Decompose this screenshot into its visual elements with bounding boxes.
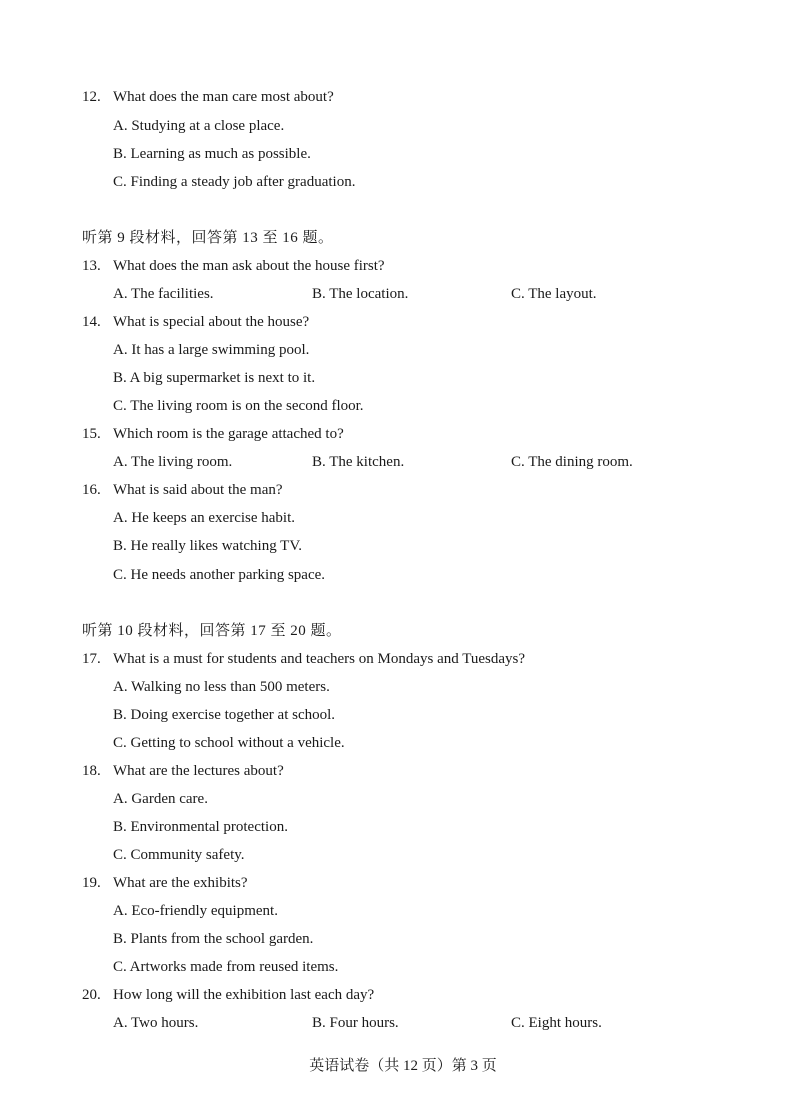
question-text: What does the man ask about the house first?	[113, 258, 385, 274]
question-18	[82, 762, 284, 780]
option-19-b: B. Plants from the school garden.	[113, 931, 314, 947]
option-16-a: A. He keeps an exercise habit.	[113, 510, 296, 526]
option-17-a: A. Walking no less than 500 meters.	[113, 679, 330, 695]
question-number: 15.	[82, 426, 101, 442]
option-18-a: A. Garden care.	[113, 791, 208, 807]
option-15-b: B. The kitchen.	[312, 454, 405, 470]
section-header-10: 听第 10 段材料，回答第 17 至 20 题。	[82, 623, 342, 639]
question-17	[82, 650, 525, 668]
option-14-a: A. It has a large swimming pool.	[113, 342, 310, 358]
question-number: 18.	[82, 763, 101, 779]
question-15	[82, 425, 344, 443]
option-19-c: C. Artworks made from reused items.	[113, 959, 339, 975]
question-16	[82, 481, 283, 499]
question-13	[82, 257, 385, 275]
question-text: How long will the exhibition last each day?	[113, 987, 375, 1003]
question-text: What is special about the house?	[113, 314, 310, 330]
option-16-c: C. He needs another parking space.	[113, 567, 326, 583]
option-20-b: B. Four hours.	[312, 1015, 399, 1031]
question-12	[82, 88, 334, 106]
question-text: What are the exhibits?	[113, 875, 248, 891]
option-13-a: A. The facilities.	[113, 286, 214, 302]
option-16-b: B. He really likes watching TV.	[113, 538, 302, 554]
page-footer: 英语试卷（共 12 页）第 3 页	[309, 1058, 497, 1074]
option-12-a: A. Studying at a close place.	[113, 118, 285, 134]
option-15-a: A. The living room.	[113, 454, 233, 470]
question-19	[82, 874, 248, 892]
option-17-b: B. Doing exercise together at school.	[113, 707, 336, 723]
question-number: 16.	[82, 482, 101, 498]
option-13-c: C. The layout.	[511, 286, 597, 302]
question-number: 17.	[82, 651, 101, 667]
option-18-c: C. Community safety.	[113, 847, 245, 863]
option-18-b: B. Environmental protection.	[113, 819, 288, 835]
option-19-a: A. Eco-friendly equipment.	[113, 903, 278, 919]
question-text: Which room is the garage attached to?	[113, 426, 344, 442]
question-number: 12.	[82, 89, 101, 105]
question-number: 20.	[82, 987, 101, 1003]
option-15-c: C. The dining room.	[511, 454, 633, 470]
option-14-b: B. A big supermarket is next to it.	[113, 370, 316, 386]
question-text: What are the lectures about?	[113, 763, 284, 779]
question-text: What does the man care most about?	[113, 89, 334, 105]
question-20	[82, 986, 374, 1004]
section-header-9: 听第 9 段材料，回答第 13 至 16 题。	[82, 230, 334, 246]
option-12-b: B. Learning as much as possible.	[113, 146, 311, 162]
question-text: What is said about the man?	[113, 482, 283, 498]
question-14	[82, 313, 309, 331]
question-text: What is a must for students and teachers on Mondays and Tuesdays?	[113, 651, 526, 667]
option-13-b: B. The location.	[312, 286, 409, 302]
option-12-c: C. Finding a steady job after graduation.	[113, 174, 356, 190]
option-20-a: A. Two hours.	[113, 1015, 199, 1031]
question-number: 19.	[82, 875, 101, 891]
question-number: 14.	[82, 314, 101, 330]
option-17-c: C. Getting to school without a vehicle.	[113, 735, 345, 751]
question-number: 13.	[82, 258, 101, 274]
option-20-c: C. Eight hours.	[511, 1015, 602, 1031]
option-14-c: C. The living room is on the second floor.	[113, 398, 364, 414]
